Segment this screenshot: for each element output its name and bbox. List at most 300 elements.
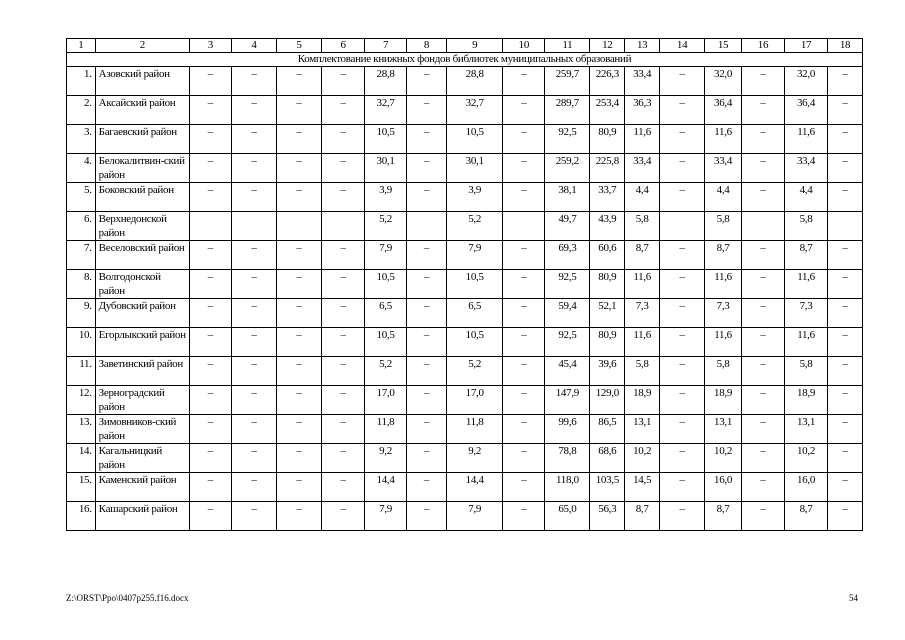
value-cell: –: [231, 96, 276, 125]
value-cell: –: [276, 502, 321, 531]
value-cell: –: [189, 96, 231, 125]
value-cell: –: [503, 357, 545, 386]
budget-table: [66, 38, 863, 531]
value-cell: 147,9: [545, 386, 590, 415]
table-row: [67, 444, 863, 473]
value-cell: –: [407, 270, 447, 299]
table-row: [67, 299, 863, 328]
value-cell: 4,4: [625, 183, 660, 212]
value-cell: –: [742, 444, 785, 473]
column-number: 1: [67, 39, 96, 53]
value-cell: –: [828, 502, 863, 531]
value-cell: –: [660, 67, 705, 96]
value-cell: –: [231, 386, 276, 415]
value-cell: –: [189, 444, 231, 473]
value-cell: –: [660, 444, 705, 473]
value-cell: 18,9: [705, 386, 742, 415]
value-cell: 103,5: [590, 473, 625, 502]
value-cell: 10,5: [365, 328, 407, 357]
value-cell: [742, 212, 785, 241]
value-cell: 5,2: [365, 212, 407, 241]
value-cell: –: [322, 415, 365, 444]
value-cell: 7,3: [625, 299, 660, 328]
value-cell: 99,6: [545, 415, 590, 444]
value-cell: –: [503, 125, 545, 154]
value-cell: –: [660, 328, 705, 357]
value-cell: 80,9: [590, 125, 625, 154]
value-cell: –: [189, 241, 231, 270]
value-cell: –: [742, 386, 785, 415]
value-cell: –: [503, 154, 545, 183]
table-row: [67, 212, 863, 241]
column-number: 5: [276, 39, 321, 53]
value-cell: –: [189, 183, 231, 212]
value-cell: –: [407, 415, 447, 444]
district-name: Веселовский район: [95, 241, 189, 270]
value-cell: –: [828, 270, 863, 299]
value-cell: –: [742, 415, 785, 444]
value-cell: 30,1: [365, 154, 407, 183]
value-cell: 14,4: [447, 473, 503, 502]
value-cell: 225,8: [590, 154, 625, 183]
value-cell: –: [828, 125, 863, 154]
value-cell: 118,0: [545, 473, 590, 502]
row-number: 6.: [67, 212, 96, 241]
value-cell: 80,9: [590, 270, 625, 299]
value-cell: 60,6: [590, 241, 625, 270]
value-cell: –: [828, 154, 863, 183]
row-number: 2.: [67, 96, 96, 125]
value-cell: –: [660, 154, 705, 183]
value-cell: –: [503, 241, 545, 270]
value-cell: –: [322, 96, 365, 125]
value-cell: 38,1: [545, 183, 590, 212]
value-cell: –: [407, 125, 447, 154]
value-cell: –: [276, 299, 321, 328]
value-cell: 92,5: [545, 125, 590, 154]
value-cell: –: [742, 67, 785, 96]
table-row: [67, 183, 863, 212]
value-cell: 17,0: [447, 386, 503, 415]
column-number: 11: [545, 39, 590, 53]
value-cell: [407, 212, 447, 241]
value-cell: –: [322, 270, 365, 299]
value-cell: 7,9: [447, 241, 503, 270]
value-cell: –: [660, 415, 705, 444]
value-cell: –: [189, 328, 231, 357]
value-cell: 11,8: [447, 415, 503, 444]
value-cell: 33,7: [590, 183, 625, 212]
value-cell: –: [189, 415, 231, 444]
column-number: 16: [742, 39, 785, 53]
value-cell: –: [828, 96, 863, 125]
table-body: [67, 39, 863, 531]
district-name: Егорлыкский район: [95, 328, 189, 357]
value-cell: –: [276, 328, 321, 357]
row-number: 16.: [67, 502, 96, 531]
value-cell: –: [407, 386, 447, 415]
value-cell: –: [231, 183, 276, 212]
value-cell: 13,1: [625, 415, 660, 444]
value-cell: –: [503, 415, 545, 444]
value-cell: 33,4: [785, 154, 828, 183]
column-number: 9: [447, 39, 503, 53]
value-cell: –: [276, 473, 321, 502]
value-cell: 5,2: [365, 357, 407, 386]
row-number: 15.: [67, 473, 96, 502]
district-name: Багаевский район: [95, 125, 189, 154]
value-cell: 18,9: [785, 386, 828, 415]
footer-page-number: 54: [849, 593, 858, 603]
value-cell: –: [407, 67, 447, 96]
value-cell: 11,6: [785, 270, 828, 299]
value-cell: –: [322, 502, 365, 531]
value-cell: –: [742, 270, 785, 299]
value-cell: 14,4: [365, 473, 407, 502]
value-cell: –: [742, 241, 785, 270]
value-cell: –: [503, 386, 545, 415]
value-cell: 14,5: [625, 473, 660, 502]
district-name: Заветинский район: [95, 357, 189, 386]
value-cell: 36,4: [705, 96, 742, 125]
value-cell: 3,9: [447, 183, 503, 212]
district-name: Боковский район: [95, 183, 189, 212]
value-cell: –: [407, 299, 447, 328]
value-cell: 10,5: [365, 270, 407, 299]
value-cell: –: [828, 241, 863, 270]
table-row: [67, 473, 863, 502]
value-cell: 13,1: [705, 415, 742, 444]
value-cell: 28,8: [365, 67, 407, 96]
value-cell: –: [742, 473, 785, 502]
table-row: [67, 67, 863, 96]
value-cell: 4,4: [785, 183, 828, 212]
value-cell: –: [742, 183, 785, 212]
value-cell: –: [276, 270, 321, 299]
value-cell: 11,6: [705, 328, 742, 357]
value-cell: 6,5: [447, 299, 503, 328]
value-cell: 7,9: [365, 241, 407, 270]
table-row: [67, 357, 863, 386]
value-cell: –: [660, 183, 705, 212]
value-cell: 80,9: [590, 328, 625, 357]
value-cell: 10,5: [365, 125, 407, 154]
value-cell: 8,7: [785, 502, 828, 531]
value-cell: 32,0: [705, 67, 742, 96]
value-cell: 39,6: [590, 357, 625, 386]
table-row: [67, 502, 863, 531]
value-cell: –: [828, 444, 863, 473]
value-cell: –: [503, 328, 545, 357]
value-cell: –: [503, 502, 545, 531]
value-cell: –: [322, 125, 365, 154]
value-cell: 7,3: [785, 299, 828, 328]
value-cell: –: [828, 386, 863, 415]
value-cell: –: [276, 357, 321, 386]
value-cell: –: [189, 473, 231, 502]
value-cell: 11,6: [785, 125, 828, 154]
value-cell: 11,6: [625, 328, 660, 357]
row-number: 3.: [67, 125, 96, 154]
value-cell: 17,0: [365, 386, 407, 415]
column-number-row: [67, 39, 863, 53]
value-cell: –: [742, 96, 785, 125]
table-row: [67, 241, 863, 270]
value-cell: –: [231, 473, 276, 502]
value-cell: 78,8: [545, 444, 590, 473]
value-cell: –: [828, 67, 863, 96]
column-number: 14: [660, 39, 705, 53]
row-number: 9.: [67, 299, 96, 328]
value-cell: [503, 212, 545, 241]
value-cell: –: [660, 473, 705, 502]
value-cell: –: [742, 154, 785, 183]
value-cell: 5,8: [625, 212, 660, 241]
value-cell: 5,8: [785, 212, 828, 241]
value-cell: –: [742, 328, 785, 357]
table-row: [67, 386, 863, 415]
value-cell: –: [407, 473, 447, 502]
value-cell: –: [407, 328, 447, 357]
value-cell: –: [503, 444, 545, 473]
value-cell: [189, 212, 231, 241]
value-cell: 10,2: [785, 444, 828, 473]
column-number: 2: [95, 39, 189, 53]
column-number: 15: [705, 39, 742, 53]
value-cell: –: [322, 386, 365, 415]
value-cell: 16,0: [705, 473, 742, 502]
value-cell: –: [276, 96, 321, 125]
value-cell: –: [189, 67, 231, 96]
value-cell: 226,3: [590, 67, 625, 96]
value-cell: –: [322, 299, 365, 328]
value-cell: [660, 212, 705, 241]
value-cell: [322, 212, 365, 241]
row-number: 4.: [67, 154, 96, 183]
value-cell: 11,8: [365, 415, 407, 444]
value-cell: –: [276, 67, 321, 96]
value-cell: 69,3: [545, 241, 590, 270]
column-number: 18: [828, 39, 863, 53]
table-row: [67, 328, 863, 357]
value-cell: –: [276, 415, 321, 444]
row-number: 11.: [67, 357, 96, 386]
value-cell: –: [407, 154, 447, 183]
value-cell: –: [660, 270, 705, 299]
value-cell: [231, 212, 276, 241]
column-number: 7: [365, 39, 407, 53]
value-cell: 30,1: [447, 154, 503, 183]
value-cell: 43,9: [590, 212, 625, 241]
value-cell: 4,4: [705, 183, 742, 212]
value-cell: –: [322, 328, 365, 357]
value-cell: 253,4: [590, 96, 625, 125]
value-cell: 5,8: [705, 357, 742, 386]
value-cell: 9,2: [365, 444, 407, 473]
value-cell: –: [231, 357, 276, 386]
value-cell: –: [407, 444, 447, 473]
value-cell: 10,5: [447, 328, 503, 357]
value-cell: –: [503, 183, 545, 212]
value-cell: –: [231, 67, 276, 96]
district-name: Кашарский район: [95, 502, 189, 531]
value-cell: –: [407, 357, 447, 386]
value-cell: –: [828, 183, 863, 212]
value-cell: 3,9: [365, 183, 407, 212]
value-cell: 11,6: [785, 328, 828, 357]
value-cell: –: [231, 154, 276, 183]
value-cell: 10,2: [625, 444, 660, 473]
value-cell: –: [231, 502, 276, 531]
value-cell: –: [322, 444, 365, 473]
column-number: 3: [189, 39, 231, 53]
column-number: 10: [503, 39, 545, 53]
value-cell: –: [742, 502, 785, 531]
row-number: 7.: [67, 241, 96, 270]
table-row: [67, 415, 863, 444]
value-cell: –: [742, 125, 785, 154]
value-cell: 11,6: [705, 125, 742, 154]
value-cell: [276, 212, 321, 241]
value-cell: 86,5: [590, 415, 625, 444]
value-cell: –: [503, 473, 545, 502]
value-cell: 289,7: [545, 96, 590, 125]
value-cell: –: [231, 444, 276, 473]
value-cell: –: [231, 415, 276, 444]
value-cell: –: [407, 96, 447, 125]
value-cell: 28,8: [447, 67, 503, 96]
value-cell: 45,4: [545, 357, 590, 386]
column-number: 12: [590, 39, 625, 53]
value-cell: 56,3: [590, 502, 625, 531]
value-cell: 11,6: [625, 270, 660, 299]
district-name: Волгодонской район: [95, 270, 189, 299]
value-cell: –: [276, 183, 321, 212]
value-cell: 10,2: [705, 444, 742, 473]
value-cell: –: [322, 473, 365, 502]
value-cell: –: [407, 183, 447, 212]
value-cell: 68,6: [590, 444, 625, 473]
district-name: Аксайский район: [95, 96, 189, 125]
value-cell: 10,5: [447, 270, 503, 299]
district-name: Каменский район: [95, 473, 189, 502]
value-cell: –: [828, 299, 863, 328]
value-cell: 52,1: [590, 299, 625, 328]
row-number: 13.: [67, 415, 96, 444]
value-cell: 16,0: [785, 473, 828, 502]
value-cell: –: [828, 328, 863, 357]
value-cell: 8,7: [705, 241, 742, 270]
value-cell: –: [503, 67, 545, 96]
value-cell: 7,9: [365, 502, 407, 531]
value-cell: –: [189, 154, 231, 183]
value-cell: –: [503, 96, 545, 125]
value-cell: –: [276, 154, 321, 183]
value-cell: –: [231, 299, 276, 328]
value-cell: –: [231, 125, 276, 154]
value-cell: 9,2: [447, 444, 503, 473]
value-cell: –: [503, 299, 545, 328]
district-name: Зерноградский район: [95, 386, 189, 415]
value-cell: –: [189, 502, 231, 531]
value-cell: –: [660, 241, 705, 270]
row-number: 12.: [67, 386, 96, 415]
value-cell: 32,7: [447, 96, 503, 125]
value-cell: –: [189, 125, 231, 154]
value-cell: [828, 212, 863, 241]
value-cell: –: [660, 96, 705, 125]
value-cell: –: [660, 502, 705, 531]
value-cell: –: [660, 386, 705, 415]
table-row: [67, 125, 863, 154]
district-name: Белокалитвин-ский район: [95, 154, 189, 183]
value-cell: 129,0: [590, 386, 625, 415]
value-cell: –: [189, 386, 231, 415]
value-cell: 8,7: [625, 241, 660, 270]
value-cell: 33,4: [625, 67, 660, 96]
row-number: 14.: [67, 444, 96, 473]
value-cell: –: [660, 357, 705, 386]
value-cell: 259,7: [545, 67, 590, 96]
section-row: [67, 53, 863, 67]
value-cell: –: [231, 328, 276, 357]
table-row: [67, 154, 863, 183]
section-title: Комплектование книжных фондов библиотек муниципальных образований: [67, 53, 863, 67]
value-cell: –: [276, 444, 321, 473]
value-cell: 8,7: [785, 241, 828, 270]
value-cell: 49,7: [545, 212, 590, 241]
value-cell: 7,9: [447, 502, 503, 531]
value-cell: –: [189, 270, 231, 299]
value-cell: 36,4: [785, 96, 828, 125]
value-cell: 11,6: [705, 270, 742, 299]
value-cell: 33,4: [705, 154, 742, 183]
value-cell: –: [189, 299, 231, 328]
column-number: 4: [231, 39, 276, 53]
column-number: 6: [322, 39, 365, 53]
value-cell: 33,4: [625, 154, 660, 183]
column-number: 8: [407, 39, 447, 53]
value-cell: –: [231, 270, 276, 299]
value-cell: –: [322, 357, 365, 386]
value-cell: –: [322, 154, 365, 183]
value-cell: –: [322, 241, 365, 270]
value-cell: –: [322, 67, 365, 96]
value-cell: –: [828, 473, 863, 502]
row-number: 1.: [67, 67, 96, 96]
value-cell: 5,8: [785, 357, 828, 386]
value-cell: 7,3: [705, 299, 742, 328]
value-cell: 18,9: [625, 386, 660, 415]
value-cell: –: [276, 125, 321, 154]
value-cell: –: [189, 357, 231, 386]
district-name: Верхнедонской район: [95, 212, 189, 241]
value-cell: 5,8: [705, 212, 742, 241]
row-number: 5.: [67, 183, 96, 212]
district-name: Дубовский район: [95, 299, 189, 328]
value-cell: –: [322, 183, 365, 212]
table-row: [67, 270, 863, 299]
value-cell: –: [742, 357, 785, 386]
value-cell: 8,7: [625, 502, 660, 531]
value-cell: –: [828, 415, 863, 444]
value-cell: –: [503, 270, 545, 299]
row-number: 8.: [67, 270, 96, 299]
value-cell: 6,5: [365, 299, 407, 328]
table-row: [67, 96, 863, 125]
value-cell: –: [742, 299, 785, 328]
district-name: Зимовников-ский район: [95, 415, 189, 444]
